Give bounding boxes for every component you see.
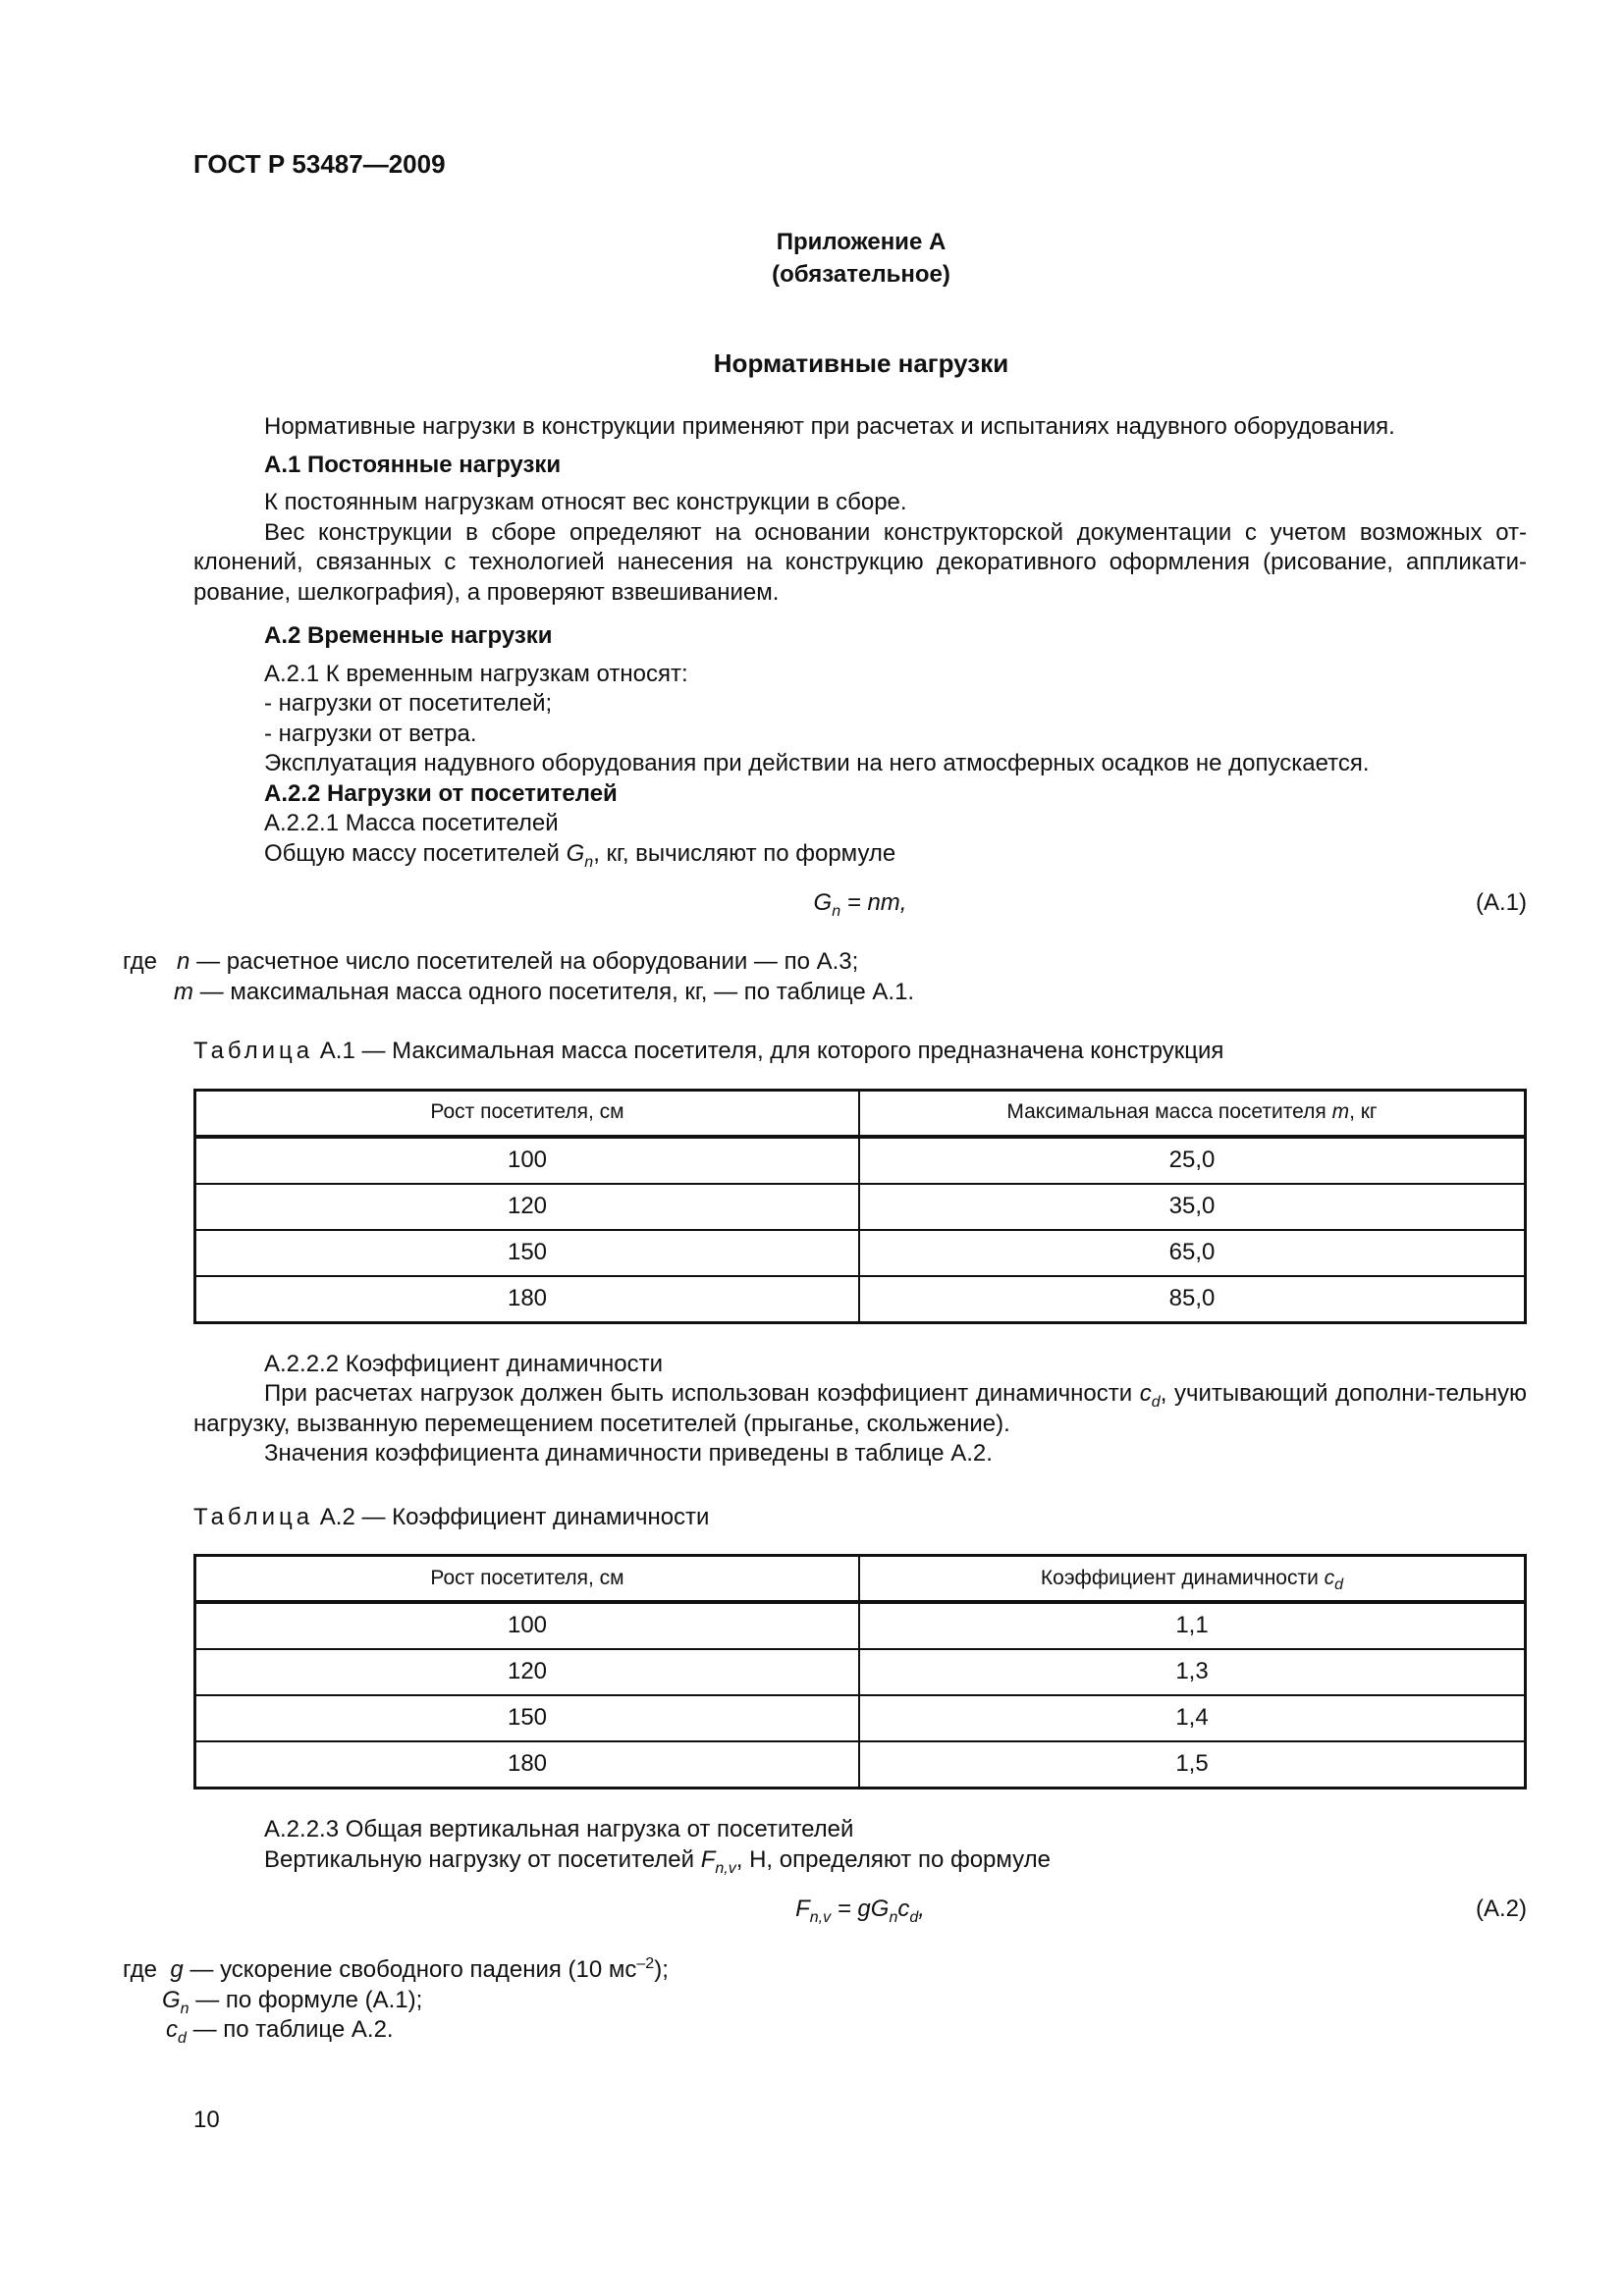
list-item-wind: - нагрузки от ветра. [264,720,477,747]
appendix-heading [0,226,1624,291]
appendix-status: (обязательное) [772,261,950,288]
a2222-paragraph: А.2.2.2 Коэффициент динамичности [264,1350,664,1377]
variable: n [177,948,190,975]
cell-mass: 35,0 [859,1184,1526,1230]
a1-heading: А.1 Постоянные нагрузки [264,451,562,478]
document-code: ГОСТ Р 53487—2009 [193,149,446,179]
variable: G [162,1986,181,2013]
text-run: = nm, [840,889,907,916]
where-line [123,1986,1527,2016]
column-header-height: Рост посетителя, см [195,1556,860,1603]
where-block-2 [123,1955,1527,2046]
where-line [123,1955,1527,1986]
cell-height: 180 [195,1741,860,1789]
cell-height: 180 [195,1276,860,1323]
variable: c [1324,1566,1335,1589]
column-header-coefficient [859,1556,1526,1603]
text-run: Вертикальную нагрузку от посетителей [264,1845,701,1873]
a2221-paragraph: А.2.2.1 Масса посетителей [264,810,559,836]
formula-a1-expression [193,888,1527,919]
subscript: n,v [715,1859,736,1877]
dynamic-values-paragraph: Значения коэффициента динамичности приведены в таблице А.2. [264,1440,993,1467]
subscript: n [180,2000,189,2017]
text-run: — расчетное число посетителей на оборудовании — по А.3; [189,948,859,975]
cell-mass: 25,0 [859,1137,1526,1184]
caption-word: Таблица [193,1038,314,1064]
cell-height: 120 [195,1649,860,1695]
section-title: Нормативные нагрузки [713,348,1009,378]
text-run: , кг [1349,1100,1378,1124]
formula-a1 [193,888,1527,928]
subscript: n,v [809,1908,832,1926]
table-row [195,1276,1526,1323]
a222-heading: А.2.2 Нагрузки от посетителей [264,779,618,807]
table-a1 [193,1089,1527,1324]
table-a1-caption [193,1037,1527,1067]
a2-heading: А.2 Временные нагрузки [264,622,553,649]
intro-paragraph: Нормативные нагрузки в конструкции применяют при расчетах и испытаниях надувного оборудования. [264,413,1395,440]
text-run: — по формуле (А.1); [189,1986,423,2013]
table-row [195,1695,1526,1741]
where-prefix: где [123,948,158,975]
where-line [123,947,1527,978]
superscript: –2 [636,1955,655,1972]
variable: c [1139,1380,1152,1407]
cell-coefficient: 1,4 [859,1695,1526,1741]
list-item-visitors: - нагрузки от посетителей; [264,690,553,717]
column-header-height: Рост посетителя, см [195,1090,860,1137]
cell-coefficient: 1,3 [859,1649,1526,1695]
where-line [123,978,1527,1008]
formula-a1-number: (А.1) [1475,889,1527,916]
mass-formula-intro [193,839,1527,870]
cell-mass: 65,0 [859,1230,1526,1276]
text-run: — ускорение свободного падения (10 мс [183,1956,637,1983]
column-header-mass [859,1090,1526,1137]
cell-height: 120 [195,1184,860,1230]
dynamic-coefficient-paragraph [193,1379,1527,1439]
text-run: , кг, вычисляют по формуле [593,839,896,867]
subscript: n [889,1908,898,1926]
text-run: , [918,1896,925,1922]
table-header-row [195,1090,1526,1137]
variable: m [174,978,193,1005]
variable: F [700,1845,716,1873]
text-run: = gG [831,1896,890,1922]
table-a2 [193,1554,1527,1789]
text-run: Коэффициент динамичности [1040,1566,1325,1589]
formula-a2-number: (А.2) [1475,1896,1527,1922]
cell-height: 100 [195,1602,860,1649]
cell-coefficient: 1,1 [859,1602,1526,1649]
table-row [195,1649,1526,1695]
text-run: , учитывающий дополни-тельную нагрузку, вызванную перемещением посетителей (прыганье, скольжение). [193,1380,1527,1437]
variable: m [1331,1100,1350,1124]
subscript: d [1151,1393,1161,1411]
where-prefix: где [123,1956,158,1983]
subscript: d [1334,1575,1344,1593]
where-block-1 [123,947,1527,1007]
a1-paragraph-1: К постоянным нагрузкам относят вес конструкции в сборе. [264,489,907,515]
table-row [195,1602,1526,1649]
variable: G [566,839,585,867]
text-run: Максимальная масса посетителя [1006,1100,1332,1124]
cell-height: 150 [195,1230,860,1276]
variable: F [795,1896,810,1922]
vertical-load-intro [193,1845,1527,1876]
caption-word: Таблица [193,1503,314,1530]
a1-paragraph-2: Вес конструкции в сборе определяют на основании конструкторской документации с учетом возможных от-клонений, связанных с технологией нанесения на конструкцию декоративного оформления (рисование, аппликати-рование, шелкография), а проверяют взвешиванием. [193,518,1527,606]
text-run: Общую массу посетителей [264,839,567,867]
table-a2-caption [193,1503,1527,1533]
subscript: d [909,1908,919,1926]
document-body [123,412,1527,2047]
page-number: 10 [193,2107,220,2133]
text-run: ); [654,1956,669,1983]
precipitation-paragraph: Эксплуатация надувного оборудования при действии на него атмосферных осадков не допускается. [264,750,1370,776]
table-row [195,1230,1526,1276]
cell-height: 150 [195,1695,860,1741]
cell-height: 100 [195,1137,860,1184]
table-row [195,1741,1526,1789]
table-row [195,1137,1526,1184]
formula-a2 [193,1895,1527,1934]
cell-mass: 85,0 [859,1276,1526,1323]
text-run: , Н, определяют по формуле [735,1845,1051,1873]
a21-paragraph: А.2.1 К временным нагрузкам относят: [264,660,688,687]
table-header-row [195,1556,1526,1603]
cell-coefficient: 1,5 [859,1741,1526,1789]
variable: G [813,889,833,916]
where-line [123,2015,1527,2046]
caption-text: А.2 — Коэффициент динамичности [313,1503,710,1530]
formula-a2-expression [193,1895,1527,1925]
text-run: — максимальная масса одного посетителя, кг, — по таблице А.1. [193,978,915,1005]
caption-text: А.1 — Максимальная масса посетителя, для которого предназначена конструкция [313,1038,1224,1064]
a2223-paragraph: А.2.2.3 Общая вертикальная нагрузка от посетителей [264,1816,854,1842]
subscript: n [832,902,841,920]
appendix-title: Приложение А [776,229,947,255]
subscript: n [584,853,594,871]
subscript: d [178,2029,187,2047]
variable: c [166,2016,178,2043]
table-row [195,1184,1526,1230]
variable: g [170,1956,184,1983]
text-run: — по таблице А.2. [186,2016,394,2043]
text-run: c [897,1896,910,1922]
text-run: При расчетах нагрузок должен быть использован коэффициент динамичности [264,1380,1140,1407]
